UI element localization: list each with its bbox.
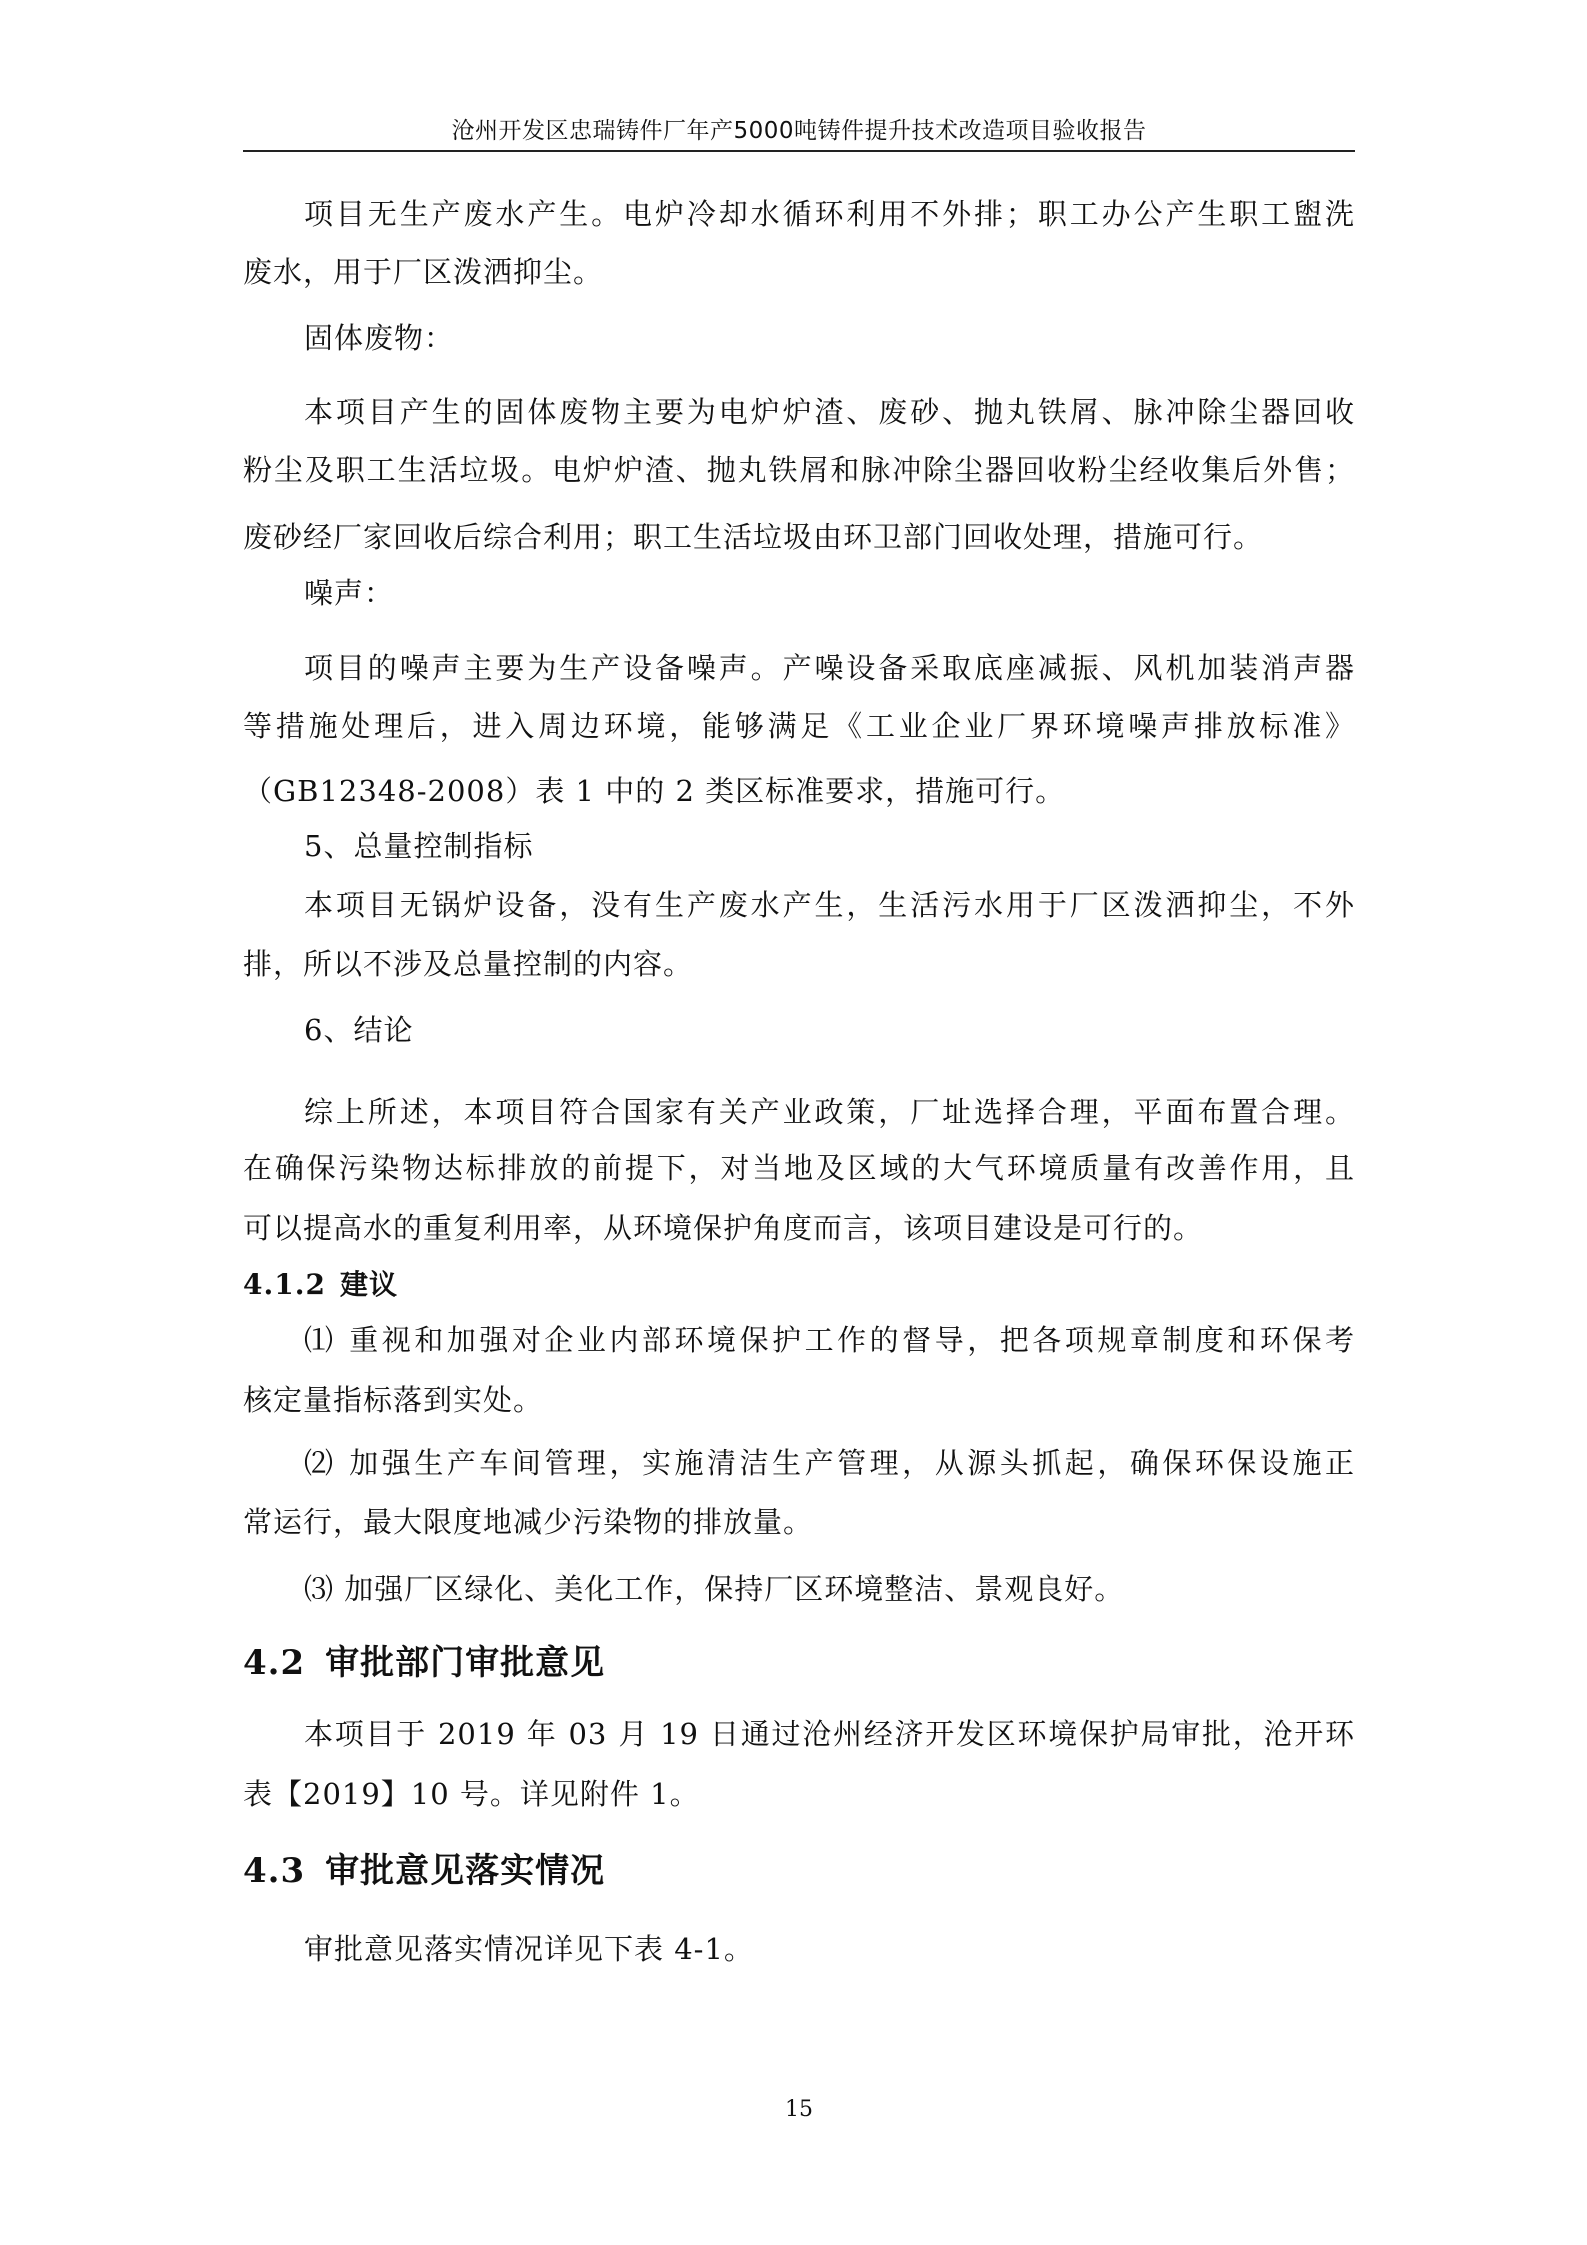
wastewater-line-2: 废水，用于厂区泼洒抑尘。 bbox=[243, 255, 604, 289]
noise-line-3: （GB12348-2008）表 1 中的 2 类区标准要求，措施可行。 bbox=[243, 774, 1066, 808]
conclusion-line-2: 在确保污染物达标排放的前提下，对当地及区域的大气环境质量有改善作用，且 bbox=[243, 1151, 1355, 1185]
approval-line-1: 本项目于 2019 年 03 月 19 日通过沧州经济开发区环境保护局审批，沧开环 bbox=[304, 1717, 1355, 1751]
page-header: 沧州开发区忠瑞铸件厂年产5000吨铸件提升技术改造项目验收报告 bbox=[451, 118, 1147, 144]
total-control-heading: 5、总量控制指标 bbox=[304, 829, 534, 863]
approval-line-2: 表【2019】10 号。详见附件 1。 bbox=[243, 1777, 700, 1811]
page-number: 15 bbox=[785, 2097, 813, 2122]
conclusion-heading: 6、结论 bbox=[304, 1013, 414, 1047]
suggestion-1-line-2: 核定量指标落到实处。 bbox=[243, 1383, 544, 1417]
suggestion-2-line-1: ⑵ 加强生产车间管理，实施清洁生产管理，从源头抓起，确保环保设施正 bbox=[304, 1446, 1355, 1480]
section-number: 4.1.2 bbox=[243, 1268, 326, 1301]
header-divider bbox=[243, 150, 1355, 152]
total-control-line-1: 本项目无锅炉设备，没有生产废水产生，生活污水用于厂区泼洒抑尘，不外 bbox=[304, 888, 1355, 922]
noise-line-1: 项目的噪声主要为生产设备噪声。产噪设备采取底座减振、风机加装消声器 bbox=[304, 651, 1355, 685]
section-title: 建议 bbox=[339, 1268, 398, 1301]
noise-line-2: 等措施处理后，进入周边环境，能够满足《工业企业厂界环境噪声排放标准》 bbox=[243, 709, 1355, 743]
section-4-2-heading bbox=[243, 1640, 605, 1686]
suggestion-2-line-2: 常运行，最大限度地减少污染物的排放量。 bbox=[243, 1505, 814, 1539]
conclusion-line-3: 可以提高水的重复利用率，从环境保护角度而言，该项目建设是可行的。 bbox=[243, 1211, 1204, 1245]
suggestion-3: ⑶ 加强厂区绿化、美化工作，保持厂区环境整洁、景观良好。 bbox=[304, 1572, 1125, 1606]
solid-waste-heading: 固体废物： bbox=[304, 321, 455, 355]
section-number: 4.3 bbox=[243, 1851, 306, 1891]
section-4-1-2-heading bbox=[243, 1265, 398, 1305]
section-title: 审批部门审批意见 bbox=[325, 1643, 606, 1683]
solid-waste-line-3: 废砂经厂家回收后综合利用；职工生活垃圾由环卫部门回收处理，措施可行。 bbox=[243, 520, 1264, 554]
implementation-line: 审批意见落实情况详见下表 4-1。 bbox=[304, 1932, 754, 1966]
solid-waste-line-1: 本项目产生的固体废物主要为电炉炉渣、废砂、抛丸铁屑、脉冲除尘器回收 bbox=[304, 395, 1355, 429]
section-title: 审批意见落实情况 bbox=[325, 1851, 606, 1891]
noise-heading: 噪声： bbox=[304, 576, 395, 610]
section-number: 4.2 bbox=[243, 1643, 306, 1683]
total-control-line-2: 排，所以不涉及总量控制的内容。 bbox=[243, 947, 694, 981]
wastewater-line-1: 项目无生产废水产生。电炉冷却水循环利用不外排；职工办公产生职工盥洗 bbox=[304, 197, 1355, 231]
conclusion-line-1: 综上所述，本项目符合国家有关产业政策，厂址选择合理，平面布置合理。 bbox=[304, 1095, 1355, 1129]
solid-waste-line-2: 粉尘及职工生活垃圾。电炉炉渣、抛丸铁屑和脉冲除尘器回收粉尘经收集后外售； bbox=[243, 453, 1355, 487]
suggestion-1-line-1: ⑴ 重视和加强对企业内部环境保护工作的督导，把各项规章制度和环保考 bbox=[304, 1323, 1355, 1357]
section-4-3-heading bbox=[243, 1848, 605, 1894]
